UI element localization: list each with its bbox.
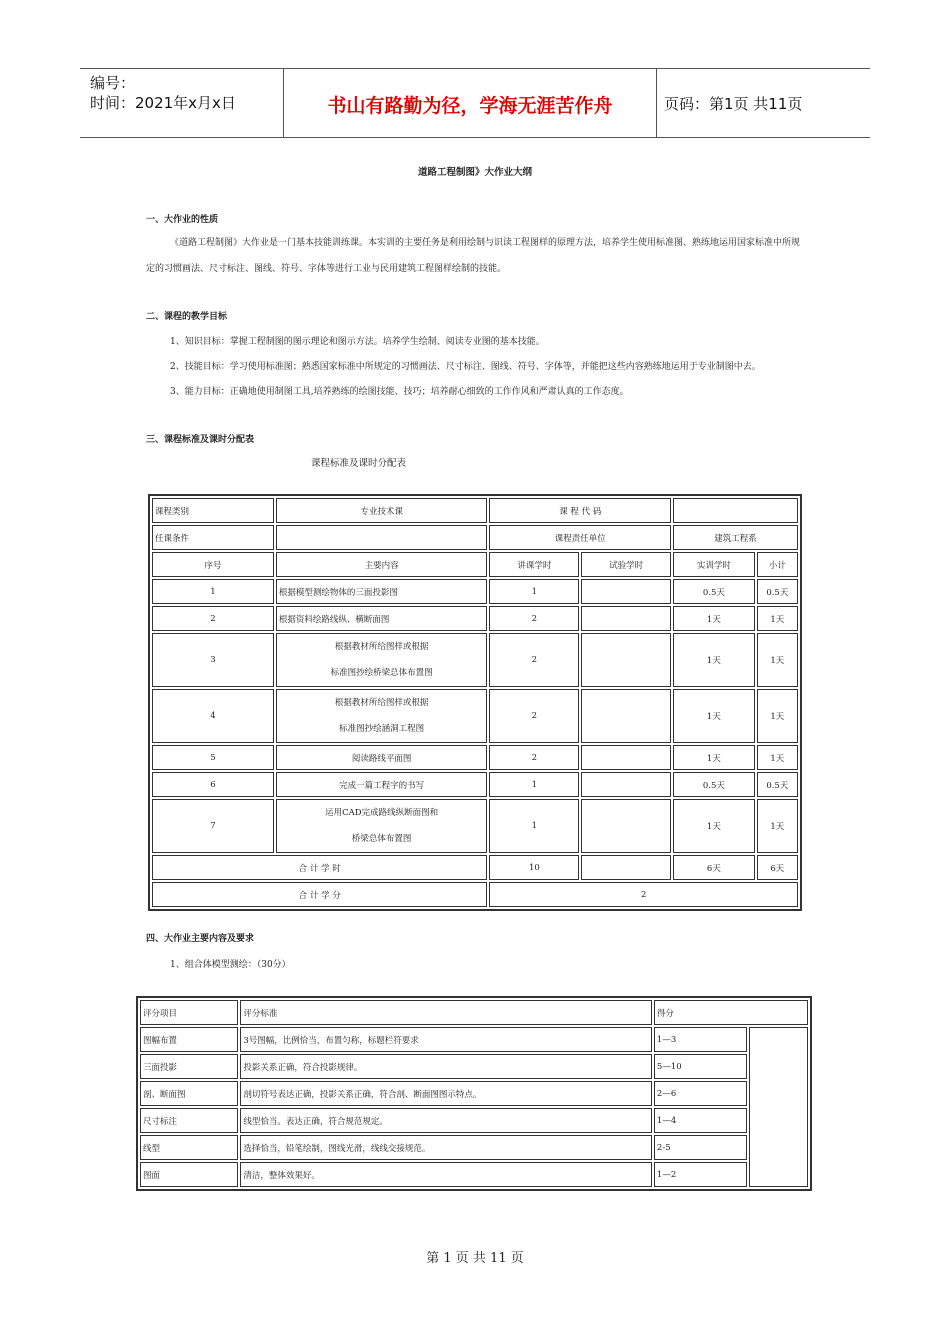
header-page-label: 页码：第1页 共11页: [664, 95, 803, 113]
table-row: [140, 1027, 808, 1052]
cell-subtotal: 1天: [757, 745, 798, 770]
total-hours-row: [152, 855, 798, 880]
cell-lecture: 1: [489, 799, 579, 853]
total-credits-value: 2: [489, 882, 798, 907]
total-credits-label: 合 计 学 分: [152, 882, 487, 907]
cell-subtotal: 1天: [757, 633, 798, 687]
content-line: 标准图抄绘涵洞工程图: [339, 724, 425, 734]
column-header: 评分标准: [240, 1000, 652, 1025]
table-row: [140, 1135, 808, 1160]
cell-no: 4: [152, 689, 274, 743]
course-hours-table: [148, 494, 802, 911]
content-line: 完成一篇工程字的书写: [339, 780, 425, 791]
condition-value: [276, 525, 488, 550]
section-2-title: 二、课程的教学目标: [146, 312, 228, 322]
content-line: 标准图抄绘桥梁总体布置图: [330, 668, 433, 678]
cell-standard: 剖切符号表达正确，投影关系正确，符合剖、断面图图示特点。: [240, 1081, 652, 1106]
scoring-rows: [140, 1027, 808, 1187]
table-row: [140, 1054, 808, 1079]
content-line: 根据模型测绘物体的三面投影图: [278, 587, 398, 598]
header-divider: [656, 69, 657, 137]
cell-score: 5—10: [654, 1054, 747, 1079]
table-row: [152, 633, 798, 687]
goal-item: 1、知识目标：掌握工程制图的图示理论和图示方法。培养学生绘制、阅读专业图的基本技能。: [170, 337, 545, 347]
course-code-label: 课 程 代 码: [489, 498, 671, 523]
content-line: 根据资料绘路线纵、横断面图: [278, 614, 390, 625]
cell-practice: 1天: [673, 745, 755, 770]
column-header: 试验学时: [581, 552, 671, 577]
cell-item: 线型: [140, 1135, 238, 1160]
cell-practice: 0.5天: [673, 772, 755, 797]
cell-lecture: 1: [489, 772, 579, 797]
cell-no: 3: [152, 633, 274, 687]
page-header: [80, 68, 870, 138]
section-1-title: 一、大作业的性质: [146, 215, 219, 225]
cell-standard: 清洁，整体效果好。: [240, 1162, 652, 1187]
cell-subtotal: 1天: [757, 799, 798, 853]
cell-content: [276, 579, 488, 604]
cell-score: 2—6: [654, 1081, 747, 1106]
table-row: [140, 1108, 808, 1133]
table-row: [152, 579, 798, 604]
table-row: [140, 1162, 808, 1187]
cell-score: 1—2: [654, 1162, 747, 1187]
course-rows: [152, 579, 798, 853]
condition-label: 任课条件: [152, 525, 274, 550]
cell-content: [276, 772, 488, 797]
cell-content: [276, 799, 488, 853]
table-row: [152, 745, 798, 770]
cell-standard: 选择恰当，铅笔绘制，图线光滑，线线交接规范。: [240, 1135, 652, 1160]
unit-label: 课程责任单位: [489, 525, 671, 550]
cell-lab: [581, 772, 671, 797]
header-left: [90, 73, 236, 113]
column-header: 小计: [757, 552, 798, 577]
total-credits-row: [152, 882, 798, 907]
section-4-item-1: 1、组合体模型测绘：（30分）: [170, 960, 291, 970]
cell-item: 图面: [140, 1162, 238, 1187]
cell-score: 1—3: [654, 1027, 747, 1052]
cell-lab: [581, 799, 671, 853]
cell-content: [276, 745, 488, 770]
cell-standard: 线型恰当。表达正确，符合规范规定。: [240, 1108, 652, 1133]
cell-no: 5: [152, 745, 274, 770]
cell-subtotal: 1天: [757, 606, 798, 631]
cell-no: 6: [152, 772, 274, 797]
cell-score: 2-5: [654, 1135, 747, 1160]
goal-item: 3、能力目标：正确地使用制图工具,培养熟练的绘图技能、技巧；培养耐心细致的工作作风和严肃认真的工作态度。: [170, 387, 629, 397]
section-4-title: 四、大作业主要内容及要求: [146, 934, 255, 944]
content-line: 根据教材所给图样或根据: [334, 698, 429, 708]
cell-lab: [581, 606, 671, 631]
cell-no: 2: [152, 606, 274, 631]
cell-lecture: 2: [489, 745, 579, 770]
cell-standard: 3号图幅，比例恰当，布置匀称，标题栏符要求: [240, 1027, 652, 1052]
column-header: 序号: [152, 552, 274, 577]
column-header: 主要内容: [276, 552, 488, 577]
course-type-label: 课程类别: [152, 498, 274, 523]
cell-item: 三面投影: [140, 1054, 238, 1079]
cell-lab: [581, 689, 671, 743]
table-row: [152, 772, 798, 797]
score-blank-cell: [749, 1027, 808, 1187]
table-row: [152, 525, 798, 550]
cell-content: [276, 633, 488, 687]
course-type-value: 专业技术课: [276, 498, 488, 523]
section-1-paragraph: 《道路工程制图》大作业是一门基本技能训练课。本实训的主要任务是利用绘制与识读工程图样的原理方法，培养学生使用标准图、熟练地运用国家标准中所规定的习惯画法、尺寸标注、图线、符号、字体等进行工业与民用建筑工程图样绘制的技能。: [146, 238, 801, 274]
cell-standard: 投影关系正确，符合投影规律。: [240, 1054, 652, 1079]
section-1-text: [146, 230, 806, 282]
table-row: [152, 498, 798, 523]
content-line: 根据教材所给图样或根据: [334, 642, 429, 652]
cell-lab: [581, 745, 671, 770]
cell-lecture: 2: [489, 633, 579, 687]
header-motto: 书山有路勤为径，学海无涯苦作舟: [327, 95, 613, 117]
column-header: 评分项目: [140, 1000, 238, 1025]
section-3-title: 三、课程标准及课时分配表: [146, 435, 255, 445]
cell-score: 1—4: [654, 1108, 747, 1133]
content-line: 桥梁总体布置图: [351, 834, 412, 844]
table-caption: 课程标准及课时分配表: [311, 458, 407, 469]
cell-item: 图幅布置: [140, 1027, 238, 1052]
table-row: [152, 606, 798, 631]
scoring-table: [136, 996, 812, 1191]
cell-no: 1: [152, 579, 274, 604]
total-subtotal: 6天: [757, 855, 798, 880]
content-line: 运用CAD完成路线纵断面图和: [325, 808, 439, 818]
cell-subtotal: 0.5天: [757, 772, 798, 797]
column-header: 讲课学时: [489, 552, 579, 577]
cell-content: [276, 606, 488, 631]
content-line: 阅读路线平面图: [351, 753, 412, 764]
total-practice: 6天: [673, 855, 755, 880]
table-header-row: [152, 552, 798, 577]
cell-practice: 0.5天: [673, 579, 755, 604]
date-label: 时间：2021年x月x日: [90, 94, 236, 112]
unit-value: 建筑工程系: [673, 525, 798, 550]
document-title: 道路工程制图》大作业大纲: [417, 167, 532, 178]
total-lecture: 10: [489, 855, 579, 880]
cell-no: 7: [152, 799, 274, 853]
table-row: [152, 799, 798, 853]
cell-lecture: 2: [489, 689, 579, 743]
column-header: 实训学时: [673, 552, 755, 577]
number-label: 编号：: [90, 74, 136, 92]
table-row: [152, 689, 798, 743]
cell-lecture: 2: [489, 606, 579, 631]
cell-subtotal: 1天: [757, 689, 798, 743]
goal-item: 2、技能目标：学习使用标准图；熟悉国家标准中所规定的习惯画法、尺寸标注、图线、符号、字体等，并能把这些内容熟练地运用于专业制图中去。: [170, 362, 761, 372]
cell-practice: 1天: [673, 633, 755, 687]
course-code-value: [673, 498, 798, 523]
total-lab: [581, 855, 671, 880]
column-header: 得分: [654, 1000, 808, 1025]
cell-content: [276, 689, 488, 743]
page-footer: 第 1 页 共 11 页: [426, 1251, 524, 1266]
cell-practice: 1天: [673, 799, 755, 853]
cell-item: 剖、断面图: [140, 1081, 238, 1106]
cell-lecture: 1: [489, 579, 579, 604]
cell-practice: 1天: [673, 606, 755, 631]
cell-lab: [581, 633, 671, 687]
cell-practice: 1天: [673, 689, 755, 743]
cell-subtotal: 0.5天: [757, 579, 798, 604]
table-header-row: [140, 1000, 808, 1025]
total-hours-label: 合 计 学 时: [152, 855, 487, 880]
table-row: [140, 1081, 808, 1106]
cell-lab: [581, 579, 671, 604]
cell-item: 尺寸标注: [140, 1108, 238, 1133]
